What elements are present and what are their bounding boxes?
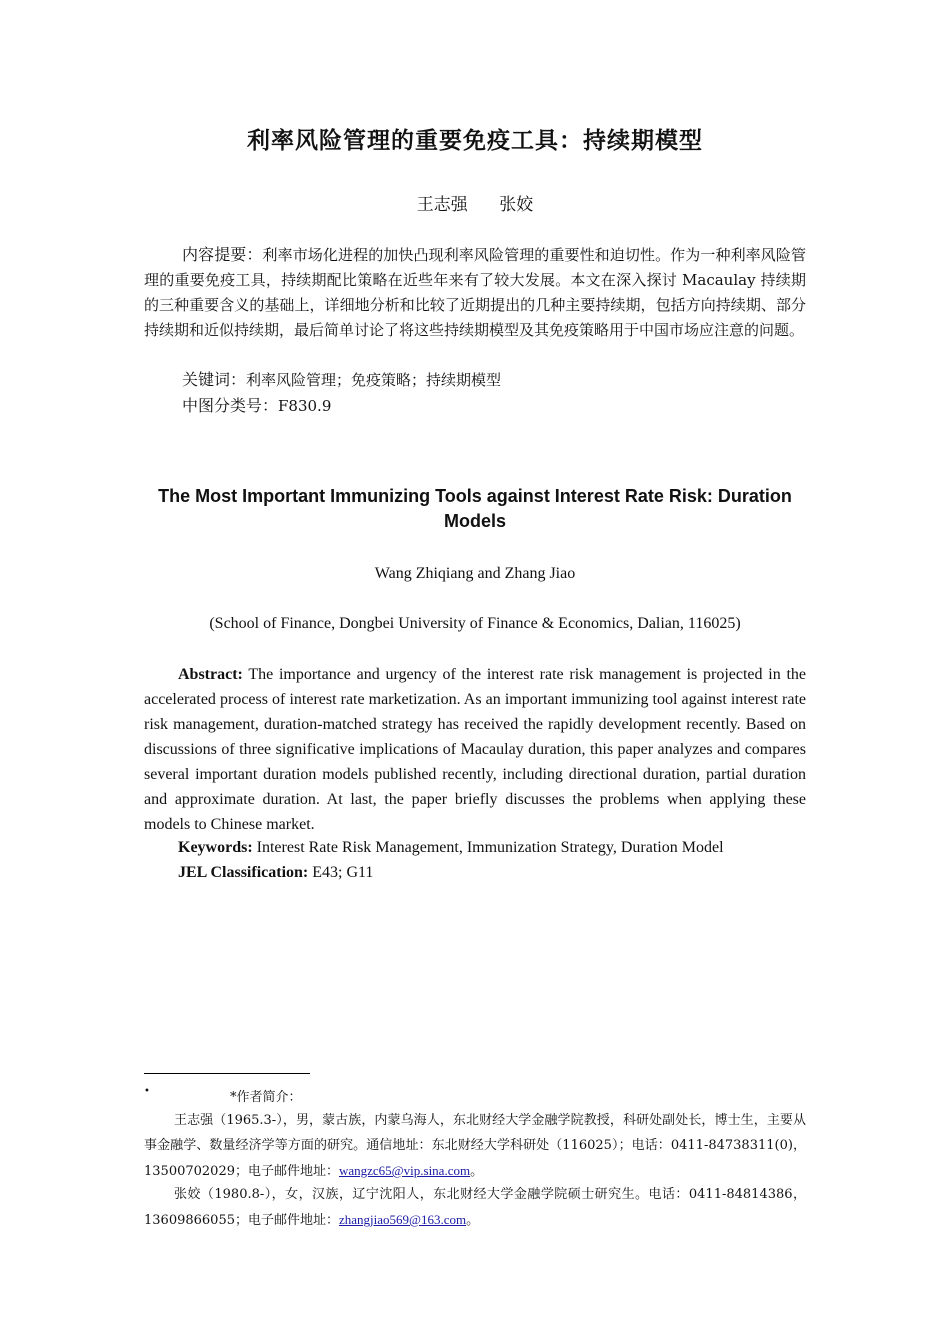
english-title: The Most Important Immunizing Tools against Interest Rate Risk: Duration Models <box>158 486 792 531</box>
english-authors: Wang Zhiqiang and Zhang Jiao <box>374 565 576 582</box>
english-keywords-label: Keywords: <box>178 839 253 856</box>
footnote-author2-end: 。 <box>466 1213 480 1228</box>
english-keywords <box>178 839 724 857</box>
chinese-title: 利率风险管理的重要免疫工具：持续期模型 <box>247 128 703 154</box>
chinese-keywords <box>182 367 501 390</box>
footnote-author1-end: 。 <box>470 1164 484 1179</box>
chinese-keywords-label: 关键词： <box>182 370 247 389</box>
footnote-author1 <box>144 1108 806 1184</box>
chinese-classification-value: F830.9 <box>278 397 332 415</box>
chinese-classification-label: 中图分类号： <box>182 396 279 415</box>
jel-label: JEL Classification: <box>178 864 309 881</box>
english-abstract-label: Abstract: <box>178 666 243 683</box>
footnote-author2 <box>144 1182 806 1233</box>
footnote-heading: *作者简介： <box>230 1090 302 1105</box>
chinese-authors: 王志强 张姣 <box>416 195 534 215</box>
chinese-abstract <box>144 242 806 343</box>
footnote-author2-text: 张姣（1980.8-），女，汉族，辽宁沈阳人，东北财经大学金融学院硕士研究生。电话：0411-84814386，13609866055；电子邮件地址： <box>144 1187 806 1228</box>
english-abstract-text: The importance and urgency of the interest rate risk management is projected in the accelerated process of interest rate marketization. As an important immunizing tool against interest rate risk management, duration-matched strategy has received the rapidly development recently. Based on discussions of three significative implications of Macaulay duration, this paper analyzes and compares several important duration models published recently, including directional duration, partial duration and approximate duration. At last, the paper briefly discusses the problems when applying these models to Chinese market. <box>144 666 806 833</box>
jel-value: E43; G11 <box>312 864 374 881</box>
footnote-author1-text: 王志强（1965.3-），男，蒙古族，内蒙乌海人，东北财经大学金融学院教授，科研处副处长，博士生，主要从事金融学、数量经济学等方面的研究。通信地址：东北财经大学科研处（116025）；电话：0411-84738311(0)，13500702029；电子邮件地址： <box>144 1113 806 1179</box>
footnote-mark: • <box>144 1086 150 1097</box>
chinese-abstract-text: 利率市场化进程的加快凸现利率风险管理的重要性和迫切性。作为一种利率风险管理的重要免疫工具，持续期配比策略在近些年来有了较大发展。本文在深入探讨 Macaulay 持续期的三种重要含义的基础上，详细地分析和比较了近期提出的几种主要持续期，包括方向持续期、部分持续期和近似持续期，最后简单讨论了将这些持续期模型及其免疫策略用于中国市场应注意的问题。 <box>144 246 806 339</box>
author2-email-link[interactable]: zhangjiao569@163.com <box>338 1212 467 1227</box>
english-keywords-text: Interest Rate Risk Management, Immunization Strategy, Duration Model <box>256 839 724 856</box>
footnote-divider <box>144 1073 310 1074</box>
english-abstract <box>144 662 806 837</box>
english-affiliation: (School of Finance, Dongbei University of Finance & Economics, Dalian, 116025) <box>209 615 741 632</box>
chinese-keywords-text: 利率风险管理；免疫策略；持续期模型 <box>246 371 502 389</box>
chinese-classification <box>182 393 331 416</box>
jel-classification <box>178 864 373 882</box>
author1-email-link[interactable]: wangzc65@vip.sina.com <box>338 1163 471 1178</box>
chinese-abstract-label: 内容提要： <box>182 245 263 264</box>
